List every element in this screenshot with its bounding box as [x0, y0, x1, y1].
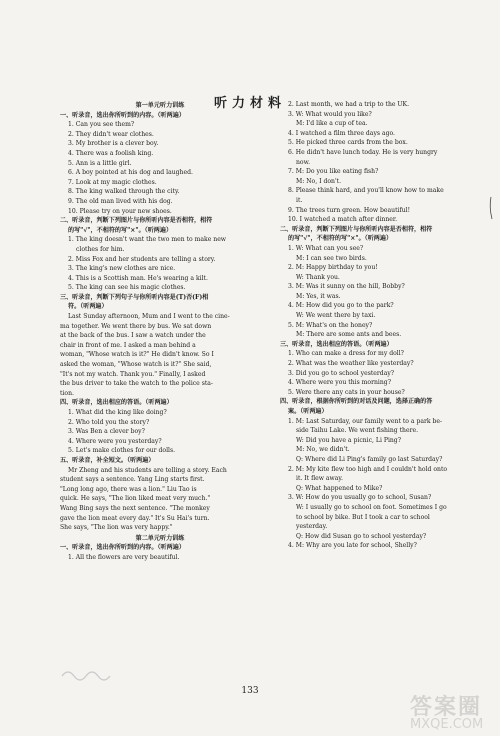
right-text-line: now.: [296, 158, 311, 166]
left-text-line: 1. What did the king like doing?: [68, 409, 167, 416]
right-text-line: 2. M: Happy birthday to you!: [288, 264, 378, 272]
right-text-line: 1. Who can make a dress for my doll?: [288, 350, 404, 358]
right-text-line: side Taihu Lake. We went fishing there.: [296, 427, 419, 435]
right-text-line: Q: What happened to Mike?: [296, 484, 383, 492]
right-text-line: 4. M: How did you go to the park?: [288, 302, 394, 310]
left-text-line: 的写"√"，不相符的写"×"。（听两遍）: [68, 226, 173, 234]
left-text-line: She says, "The lion was very happy.": [60, 524, 173, 532]
left-text-line: the bus driver to take the watch to the police sta-: [60, 380, 213, 388]
right-text-line: 5. M: What's on the honey?: [288, 321, 373, 329]
left-text-line: 4. There was a foolish king.: [68, 149, 154, 157]
right-text-line: 2. M: My kite flew too high and I couldn't hold onto: [288, 465, 448, 473]
right-text-line: 二、听录音，判断下列图片与你所听内容是否相符，相符: [280, 225, 433, 233]
right-text-line: 四、听录音，根据你所听到的对话及问题，选择正确的答: [280, 398, 433, 406]
right-text-line: to school by bike. But I took a car to school: [296, 513, 430, 521]
left-text-line: 3. The king's new clothes are nice.: [68, 265, 176, 273]
watermark-url: MXQE.COM: [410, 717, 484, 732]
right-text-line: 9. The trees turn green. How beautiful!: [288, 206, 411, 214]
right-text-line: 5. He picked three cards from the box.: [288, 139, 408, 147]
right-text-line: M: No, I don't.: [296, 177, 342, 185]
left-text-line: 符。（听两遍）: [68, 303, 108, 311]
right-text-line: 4. M: Why are you late for school, Shelly?: [288, 542, 417, 550]
left-text-line: 2. Who told you the story?: [68, 418, 150, 426]
right-text-line: it. It flew away.: [296, 475, 343, 483]
right-text-line: 3. M: Was it sunny on the hill, Bobby?: [288, 283, 405, 291]
left-text-line: 10. Please try on your new shoes.: [68, 207, 172, 215]
left-text-line: 5. The king can see his magic clothes.: [68, 284, 186, 292]
left-text-line: 1. All the flowers are very beautiful.: [68, 553, 180, 561]
left-text-line: 四、听录音，选出相应的答语。（听两遍）: [60, 399, 173, 407]
left-text-line: 5. Ann is a little girl.: [68, 159, 132, 167]
left-text-line: ma together. We went there by bus. We sat down: [60, 322, 212, 330]
left-text-line: 6. A boy pointed at his dog and laughed.: [68, 169, 193, 177]
left-text-line: gave the lion meat every day." It's Su Hai's turn.: [60, 514, 210, 522]
left-text-line: chair in front of me. I asked a man behind a: [60, 341, 196, 349]
left-text-line: "Long long ago, there was a lion." Liu Tao is: [60, 485, 197, 493]
left-column: [60, 100, 260, 563]
left-text-line: 2. Miss Fox and her students are telling a story.: [68, 255, 216, 263]
left-text-line: 1. The king doesn't want the two men to make new: [68, 236, 227, 244]
left-text-line: 9. The old man lived with his dog.: [68, 197, 173, 205]
handwriting-scribble: [60, 666, 120, 682]
right-text-line: 7. M: Do you like eating fish?: [288, 168, 379, 176]
right-text-line: W: Thank you.: [296, 273, 340, 281]
right-text-line: 8. Please think hard, and you'll know how to make: [288, 187, 444, 195]
right-text-line: 1. W: What can you see?: [288, 244, 364, 252]
right-text-line: M: I can see two birds.: [296, 254, 367, 262]
right-text-line: 3. Did you go to school yesterday?: [288, 369, 395, 377]
right-text-line: Q: Where did Li Ping's family go last Saturday?: [296, 455, 443, 463]
right-text-line: 3. W: What would you like?: [288, 110, 372, 118]
left-text-line: 7. Look at my magic clothes.: [68, 178, 157, 186]
left-text-line: Mr Zheng and his students are telling a story. Each: [68, 466, 227, 474]
left-text-line: student says a sentence. Yang Ling starts first.: [60, 476, 205, 484]
left-text-line: 3. My brother is a clever boy.: [68, 140, 159, 148]
left-text-line: 3. Was Ben a clever boy?: [68, 428, 145, 436]
right-text-line: M: Yes, it was.: [296, 292, 341, 300]
right-text-line: yesterday.: [296, 523, 328, 531]
left-text-line: 4. This is a Scottish man. He's wearing a kilt.: [68, 274, 208, 282]
right-text-line: M: I'd like a cup of tea.: [296, 120, 368, 128]
left-text-line: clothes for him.: [76, 245, 125, 253]
left-text-line: "It's not my watch. Thank you." Finally, I asked: [60, 370, 206, 378]
left-text-line: Last Sunday afternoon, Mum and I went to the cine-: [68, 313, 230, 321]
right-text-line: 4. I watched a film three days ago.: [288, 129, 395, 137]
watermark-text: 答案圈: [410, 695, 483, 720]
left-text-line: 一、听录音，选出你所听到的内容。（听两遍）: [60, 111, 185, 119]
left-text-line: quick. He says, "The lion liked meat very much.": [60, 495, 211, 503]
right-text-line: 的写"√"，不相符的写"×"。（听两遍）: [288, 235, 393, 243]
right-text-line: 10. I watched a match after dinner.: [288, 216, 398, 224]
left-text-line: 一、听录音，选出你所听到的内容。（听两遍）: [60, 544, 185, 552]
left-text-line: tion.: [60, 389, 74, 397]
right-text-line: 6. He didn't have lunch today. He is very hungry: [288, 148, 438, 156]
right-text-line: 1. M: Last Saturday, our family went to a park be-: [288, 417, 443, 425]
right-text-line: it.: [296, 196, 303, 204]
left-text-line: 第二单元听力训练: [135, 534, 185, 542]
right-text-line: 4. Where were you this morning?: [288, 379, 391, 387]
left-text-line: woman, "Whose watch is it?" He didn't know. So I: [60, 351, 214, 359]
right-text-line: W: We went there by taxi.: [296, 312, 376, 320]
right-text-line: W: I usually go to school on foot. Sometimes I go: [296, 503, 447, 511]
right-text-line: 2. Last month, we had a trip to the UK.: [288, 101, 410, 108]
watermark-logo: [410, 690, 496, 730]
left-text-line: 1. Can you see them?: [68, 121, 135, 129]
left-text-line: 第一单元听力训练: [135, 102, 185, 109]
right-text-line: 三、听录音，选出相应的答语。（听两遍）: [280, 340, 393, 348]
right-text-line: M: There are some ants and bees.: [296, 331, 402, 339]
left-text-line: 二、听录音，判断下列图片与你所听内容是否相符，相符: [60, 217, 213, 225]
left-text-line: 5. Let's make clothes for our dolls.: [68, 447, 176, 455]
right-text-line: 案。（听两遍）: [288, 408, 328, 415]
page-number: 133: [241, 686, 259, 696]
left-text-line: at the back of the bus. I saw a watch under the: [60, 332, 206, 340]
right-text-line: Q: How did Susan go to school yesterday?: [296, 532, 427, 540]
right-text-line: 5. Were there any cats in your house?: [288, 388, 405, 396]
pen-mark: [488, 196, 494, 220]
left-text-line: 三、听录音，判断下列句子与你所听内容是(T)否(F)相: [60, 293, 209, 301]
left-text-line: 2. They didn't wear clothes.: [68, 130, 154, 138]
left-text-line: 8. The king walked through the city.: [68, 188, 180, 196]
left-text-line: Wang Bing says the next sentence. "The monkey: [60, 504, 210, 512]
right-text-line: M: No, we didn't.: [296, 446, 350, 454]
left-text-line: asked the woman, "Whose watch is it?" She said,: [60, 361, 212, 369]
right-column: [280, 100, 492, 551]
page-title: 听力材料: [213, 96, 286, 111]
left-text-line: 五、听录音，补全短文。（听两遍）: [60, 456, 155, 464]
right-text-line: 3. W: How do you usually go to school, Susan?: [288, 494, 432, 502]
right-text-line: 2. What was the weather like yesterday?: [288, 360, 414, 368]
left-text-line: 4. Where were you yesterday?: [68, 437, 162, 445]
right-text-line: W: Did you have a picnic, Li Ping?: [296, 436, 401, 444]
